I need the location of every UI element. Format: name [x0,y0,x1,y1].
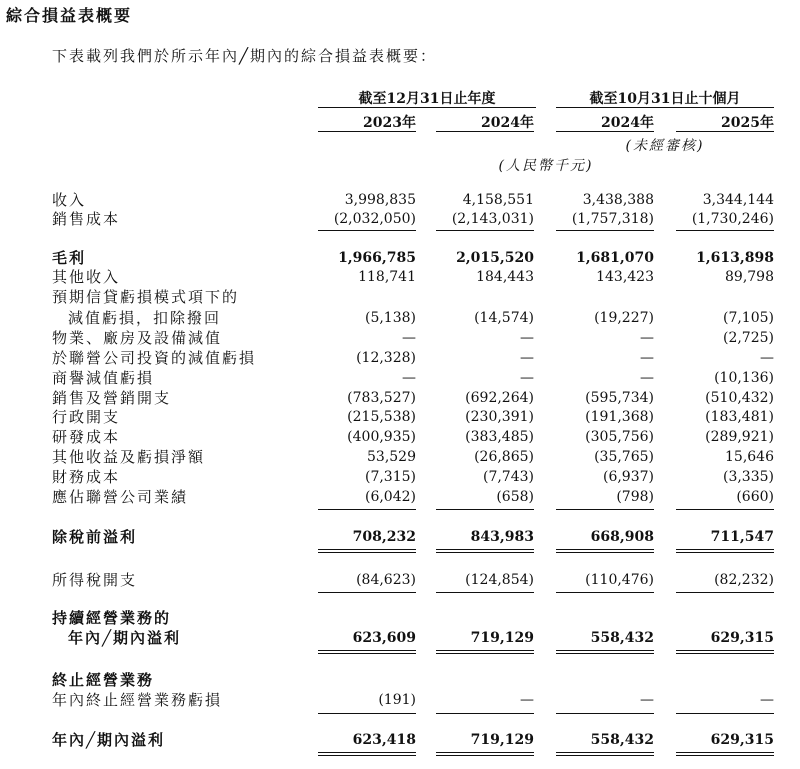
total-double-line [676,650,774,654]
total-double-line [436,650,534,654]
cell-2024: 719,129 [470,732,534,748]
row-label: 減值虧損，扣除撥回 [68,309,222,327]
cell-2023: — [402,370,416,386]
cell-2025-10m: (289,921) [705,429,774,445]
cell-2024: — [520,692,534,708]
total-double-line [676,752,774,756]
row-label: 所得稅開支 [52,571,138,589]
intro-text: 下表載列我們於所示年內╱期內的綜合損益表概要： [52,47,438,65]
header-group-year [318,88,536,108]
cell-2023: (191) [378,692,416,708]
year-header-2024b: 2024年 [601,115,654,131]
table-row [0,407,800,427]
cell-2024-10m: 143,423 [596,269,654,285]
row-label: 終止經營業務 [52,671,155,689]
cell-2024: 843,983 [470,529,534,545]
subtotal-line [556,713,654,714]
cell-2025-10m: — [760,692,774,708]
table-row [0,690,800,710]
table-row [0,570,800,590]
header-group-tenmonth [556,88,774,108]
cell-2023: (5,138) [364,310,416,326]
cell-2023: (783,527) [347,390,416,406]
total-double-line [318,752,416,756]
table-row [0,328,800,348]
row-label: 應佔聯營公司業績 [52,488,189,506]
table-row [0,467,800,487]
cell-2024: 719,129 [470,630,534,646]
cell-2023: (6,042) [364,489,416,505]
cell-2024: — [520,350,534,366]
cell-2024-10m: — [640,330,654,346]
cell-2024: 2,015,520 [456,250,534,266]
table-row [0,190,800,210]
cell-2023: 623,418 [352,732,416,748]
subtotal-line [436,230,534,231]
cell-2024-10m: — [640,350,654,366]
row-label: 除稅前溢利 [52,528,138,546]
total-double-line [556,650,654,654]
table-row [0,368,800,388]
year-underline [436,131,534,132]
row-label: 其他收益及虧損淨額 [52,448,206,466]
table-row [0,287,800,307]
cell-2023: (215,538) [347,409,416,425]
cell-2025-10m: 629,315 [710,732,774,748]
total-double-line [676,549,774,553]
subtotal-line [556,509,654,510]
row-label: 毛利 [52,249,87,267]
cell-2024: — [520,330,534,346]
row-label: 銷售及營銷開支 [52,389,172,407]
row-label: 研發成本 [52,428,121,446]
cell-2023: (2,032,050) [333,211,416,227]
cell-2023: 53,529 [367,449,416,465]
unaudited-note: (未經審核) [625,138,705,154]
cell-2024: — [520,370,534,386]
year-underline [676,131,774,132]
table-row [0,308,800,328]
row-label: 年內終止經營業務虧損 [52,691,223,709]
table-row [0,388,800,408]
subtotal-line [318,713,416,714]
cell-2025-10m: (3,335) [722,469,774,485]
cell-2024: 4,158,551 [462,192,534,208]
cell-2024: (230,391) [465,409,534,425]
subtotal-line [556,230,654,231]
cell-2024-10m: 558,432 [590,630,654,646]
row-label: 銷售成本 [52,210,121,228]
cell-2025-10m: 15,646 [725,449,774,465]
cell-2023: (12,328) [356,350,416,366]
total-double-line [436,549,534,553]
row-label: 商譽減值虧損 [52,369,155,387]
header-group-tenmonth-label: 截至10月31日止十個月 [589,91,741,107]
cell-2024-10m: — [640,692,654,708]
cell-2024-10m: 3,438,388 [582,192,654,208]
row-label: 財務成本 [52,468,121,486]
cell-2023: 3,998,835 [344,192,416,208]
cell-2025-10m: 711,547 [710,529,774,545]
cell-2025-10m: 629,315 [710,630,774,646]
total-double-line [436,752,534,756]
cell-2024-10m: (6,937) [602,469,654,485]
section-title: 綜合損益表概要 [6,6,133,25]
subtotal-line [556,592,654,593]
subtotal-line [436,592,534,593]
year-header-2024a: 2024年 [481,115,534,131]
cell-2024-10m: — [640,370,654,386]
table-row-total-profit [0,730,800,750]
cell-2023: 708,232 [352,529,416,545]
cell-2024-10m: (595,734) [585,390,654,406]
row-label: 行政開支 [52,408,121,426]
cell-2024-10m: (305,756) [585,429,654,445]
cell-2024-10m: (191,368) [585,409,654,425]
cell-2023: (7,315) [364,469,416,485]
cell-2024-10m: (35,765) [594,449,654,465]
cell-2025-10m: (660) [736,489,774,505]
cell-2025-10m: (10,136) [714,370,774,386]
header-group-year-line [318,107,536,108]
year-underline [318,131,416,132]
cell-2025-10m: (2,725) [722,330,774,346]
cell-2024: (14,574) [474,310,534,326]
table-row-profit-before-tax [0,527,800,547]
cell-2024: (658) [496,489,534,505]
row-label: 持續經營業務的 [52,609,172,627]
cell-2024: (26,865) [474,449,534,465]
table-row [0,447,800,467]
row-label: 於聯營公司投資的減值虧損 [52,349,257,367]
cell-2023: — [402,330,416,346]
row-label: 預期信貸虧損模式項下的 [52,288,240,306]
subtotal-line [318,509,416,510]
cell-2025-10m: (1,730,246) [691,211,774,227]
header-group-tenmonth-line [556,107,774,108]
cell-2024-10m: (19,227) [594,310,654,326]
cell-2024-10m: (1,757,318) [571,211,654,227]
row-label: 年內╱期內溢利 [52,731,166,749]
cell-2024-10m: (798) [616,489,654,505]
total-double-line [556,752,654,756]
subtotal-line [436,509,534,510]
total-double-line [318,549,416,553]
cell-2024-10m: 668,908 [590,529,654,545]
cell-2025-10m: (510,432) [705,390,774,406]
cell-2023: (84,623) [356,572,416,588]
subtotal-line [676,592,774,593]
cell-2024: (124,854) [465,572,534,588]
cell-2025-10m: (82,232) [714,572,774,588]
subtotal-line [318,230,416,231]
subtotal-line [676,230,774,231]
cell-2024-10m: (110,476) [585,572,654,588]
header-group-year-label: 截至12月31日止年度 [358,91,496,107]
year-header-2023: 2023年 [363,115,416,131]
cell-2023: 1,966,785 [338,250,416,266]
cell-2024-10m: 558,432 [590,732,654,748]
cell-2023: (400,935) [347,429,416,445]
row-label: 物業、廠房及設備減值 [52,329,223,347]
year-underline [556,131,654,132]
cell-2025-10m: 1,613,898 [696,250,774,266]
table-row [0,487,800,507]
table-row [0,427,800,447]
table-row-continuing-profit [0,628,800,648]
currency-note: (人民幣千元) [498,158,594,174]
cell-2023: 118,741 [358,269,416,285]
table-row [0,608,800,628]
subtotal-line [676,509,774,510]
cell-2024: 184,443 [476,269,534,285]
cell-2025-10m: (183,481) [705,409,774,425]
cell-2024: (7,743) [482,469,534,485]
total-double-line [318,650,416,654]
table-row [0,209,800,229]
cell-2025-10m: — [760,350,774,366]
cell-2025-10m: 89,798 [725,269,774,285]
table-row [0,670,800,690]
year-header-2025: 2025年 [721,115,774,131]
row-label: 收入 [52,191,87,209]
cell-2025-10m: 3,344,144 [702,192,774,208]
table-row [0,267,800,287]
cell-2024: (2,143,031) [451,211,534,227]
cell-2024: (383,485) [465,429,534,445]
cell-2024-10m: 1,681,070 [576,250,654,266]
subtotal-line [676,713,774,714]
row-label: 年內╱期內溢利 [68,629,182,647]
cell-2025-10m: (7,105) [722,310,774,326]
subtotal-line [436,713,534,714]
table-row [0,348,800,368]
table-row-gross-profit [0,248,800,268]
subtotal-line [318,592,416,593]
row-label: 其他收入 [52,268,121,286]
cell-2023: 623,609 [352,630,416,646]
total-double-line [556,549,654,553]
cell-2024: (692,264) [465,390,534,406]
